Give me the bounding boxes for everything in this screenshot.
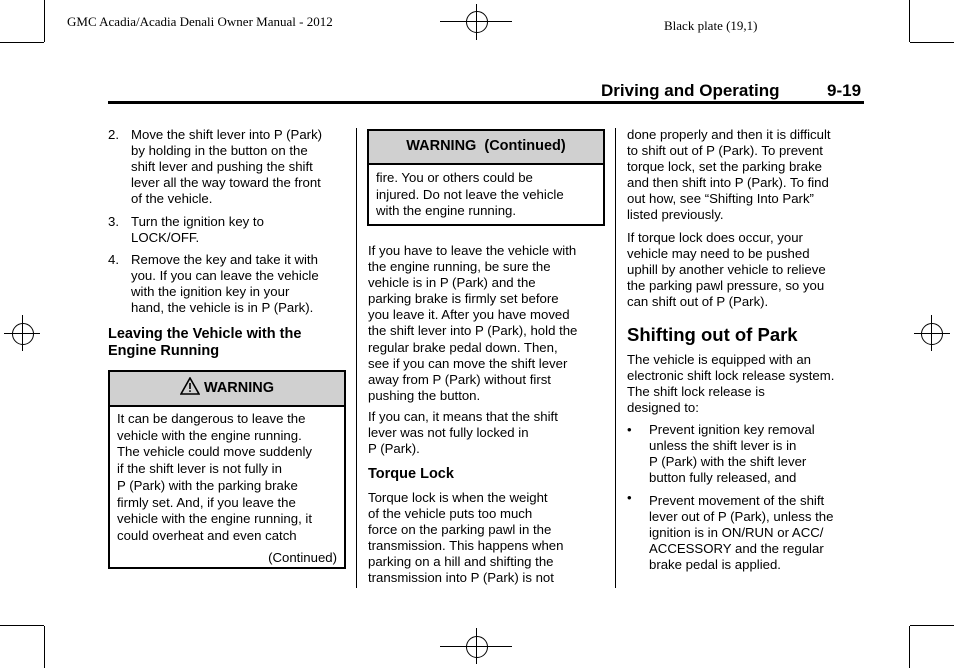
list-item-step-3: 3. Turn the ignition key to LOCK/OFF. <box>108 214 264 246</box>
section-title: Driving and Operating <box>601 81 780 100</box>
crop-mark <box>909 0 910 42</box>
bullet-item: • Prevent movement of the shift lever out of P (Park), unless the ignition is in ON/RUN or ACC/ ACCESSORY and the regular brake pedal is applied. <box>627 490 834 573</box>
warning-box <box>108 370 346 569</box>
list-item-step-2: 2. Move the shift lever into P (Park) by holding in the button on the shift lever and pushing the shift lever all the way toward the front of the vehicle. <box>108 127 323 207</box>
paragraph-torque-occurs: If torque lock does occur, your vehicle may need to be pushed uphill by another vehicle to relieve the parking pawl pressure, so you can shift out of P (Park). <box>627 230 826 310</box>
header-rule <box>108 101 864 104</box>
crop-mark <box>910 625 954 626</box>
heading-shifting-out-of-park: Shifting out of Park <box>627 324 798 345</box>
warning-title: WARNING <box>203 380 275 396</box>
subheading-leaving-vehicle: Leaving the Vehicle with the Engine Running <box>108 326 302 359</box>
warning-continued-header: WARNING (Continued) <box>369 131 603 165</box>
paragraph-not-locked: If you can, it means that the shift lever was not fully locked in P (Park). <box>368 409 558 457</box>
bullet-mark: • <box>627 422 632 437</box>
warning-header <box>110 372 344 407</box>
warning-text: It can be dangerous to leave the vehicle with the engine running. The vehicle could move suddenly if the shift lever is not fully in P (Park) with the parking brake firmly set. And, if you leave the vehicle with the engine running, it could overheat and even catch <box>117 411 313 543</box>
page-number: 9-19 <box>827 81 862 100</box>
warning-continued-box <box>367 129 605 226</box>
column-divider <box>615 128 616 588</box>
manual-title: GMC Acadia/Acadia Denali Owner Manual - 2012 <box>67 14 333 29</box>
crop-mark <box>44 0 45 42</box>
subheading-torque-lock: Torque Lock <box>368 466 454 482</box>
crop-mark <box>44 626 45 668</box>
plate-label: Black plate (19,1) <box>664 18 758 33</box>
crop-mark <box>910 42 954 43</box>
crop-mark <box>0 42 44 43</box>
crop-mark <box>0 625 44 626</box>
bullet-mark: • <box>627 490 632 505</box>
crop-mark <box>909 626 910 668</box>
list-item-step-4: 4. Remove the key and take it with you. If you can leave the vehicle with the ignition key in your hand, the vehicle is in P (Park). <box>108 252 319 316</box>
paragraph-shift-lock: The vehicle is equipped with an electronic shift lock release system. The shift lock release is designed to: <box>627 352 835 416</box>
warning-continued: (Continued) <box>268 550 337 565</box>
paragraph-torque-lock: Torque lock is when the weight of the vehicle puts too much force on the parking pawl in the transmission. This happens when parking on a hill and shifting the transmission into P (Park) is not <box>368 490 564 586</box>
bullet-item: • Prevent ignition key removal unless the shift lever is in P (Park) with the shift lever button fully released, and <box>627 422 815 486</box>
paragraph-engine-running: If you have to leave the vehicle with the engine running, be sure the vehicle is in P (Park) and the parking brake is firmly set before you leave it. After you have moved the shift lever into P (Park), hold the regular brake pedal down. Then, see if you can move the shift lever away from P (Park) without first pushing the button. <box>368 243 578 403</box>
warning-triangle-icon <box>180 377 200 395</box>
column-divider <box>356 128 357 588</box>
warning-continued-text: fire. You or others could be injured. Do not leave the vehicle with the engine running. <box>376 170 564 219</box>
paragraph-torque-continued: done properly and then it is difficult to shift out of P (Park). To prevent torque lock, set the parking brake and then shift into P (Park). To find out how, see “Shifting Into Park” listed previously. <box>627 127 831 223</box>
